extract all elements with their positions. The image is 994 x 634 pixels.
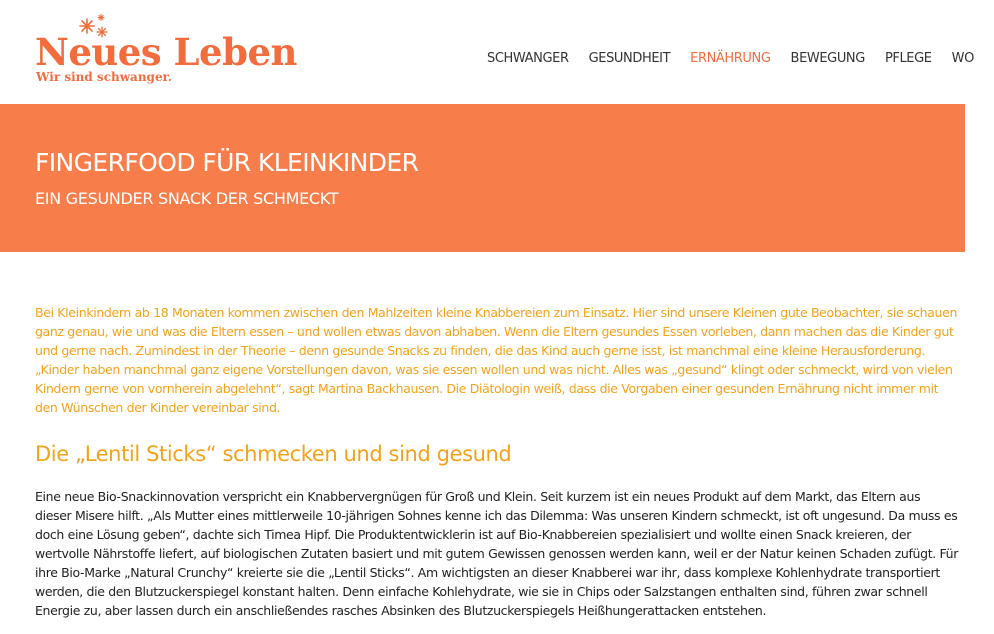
site-logo-title: Neues Leben xyxy=(35,30,297,74)
page-title: FINGERFOOD FÜR KLEINKINDER xyxy=(35,148,419,177)
hero-banner xyxy=(0,104,965,252)
site-logo-tagline: Wir sind schwanger. xyxy=(36,70,172,84)
article-body: Eine neue Bio-Snackinnovation verspricht ein Knabbervergnügen für Groß und Klein. Seit kurzem ist ein neues Produkt auf dem Markt, das Eltern aus dieser Misere hilft. „Als Mutter eines mittlerweile 10-jährigen Sohnes kenne ich das Dilemma: Was unseren Kindern schmeckt, ist oft ungesund. Da muss es doch eine Lösung geben“, dachte sich Timea Hipf. Die Produktentwicklerin ist auf Bio-Knabbereien spezialisiert und wollte einen Snack kreieren, der wertvolle Nährstoffe liefert, auf biologischen Zutaten basiert und mit gutem Gewissen genossen werden kann, weil er der Natur keinen Schaden zufügt. Für ihre Bio-Marke „Natural Crunchy“ kreierte sie die „Lentil Sticks“. Am wichtigsten an dieser Knabberei war ihr, dass komplexe Kohlenhydrate transportiert werden, die den Blutzuckerspiegel konstant halten. Denn einfache Kohlehydrate, wie sie in Chips oder Salzstangen enthalten sind, führen zwar schnell Energie zu, aber lassen durch ein anschließendes rasches Absinken des Blutzuckerspiegels Heißhungerattacken entstehen. xyxy=(35,489,959,618)
nav-item-ernaehrung[interactable]: ERNÄHRUNG xyxy=(690,51,771,66)
nav-item-gesundheit[interactable]: GESUNDHEIT xyxy=(588,51,671,66)
article-content xyxy=(35,303,960,620)
site-header xyxy=(0,0,974,104)
section-heading: Die „Lentil Sticks“ schmecken und sind gesund xyxy=(35,442,512,466)
nav-item-pflege[interactable]: PFLEGE xyxy=(884,51,932,66)
nav-item-schwanger[interactable]: SCHWANGER xyxy=(487,51,569,66)
nav-item-bewegung[interactable]: BEWEGUNG xyxy=(790,51,865,66)
main-navigation xyxy=(487,47,994,65)
nav-item-wo[interactable]: WO xyxy=(951,51,974,66)
site-logo[interactable] xyxy=(35,14,297,86)
page-subtitle: EIN GESUNDER SNACK DER SCHMECKT xyxy=(35,189,339,208)
article-intro: Bei Kleinkindern ab 18 Monaten kommen zwischen den Mahlzeiten kleine Knabbereien zum Einsatz. Hier sind unsere Kleinen gute Beobachter, sie schauen ganz genau, wie und was die Eltern essen – und wollen etwas davon abhaben. Wenn die Eltern gesundes Essen vorleben, dann machen das die Kinder gut und gerne nach. Zumindest in der Theorie – denn gesunde Snacks zu finden, die das Kind auch gerne isst, ist manchmal eine kleine Herausforderung. „Kinder haben manchmal ganz eigene Vorstellungen davon, was sie essen wollen und was nicht. Alles was „gesund“ klingt oder schmeckt, wird von vielen Kindern gerne von vornherein abgelehnt“, sagt Martina Backhausen. Die Diätologin weiß, dass die Vorgaben einer gesunden Ernährung nicht immer mit den Wünschen der Kinder vereinbar sind. xyxy=(35,305,958,415)
